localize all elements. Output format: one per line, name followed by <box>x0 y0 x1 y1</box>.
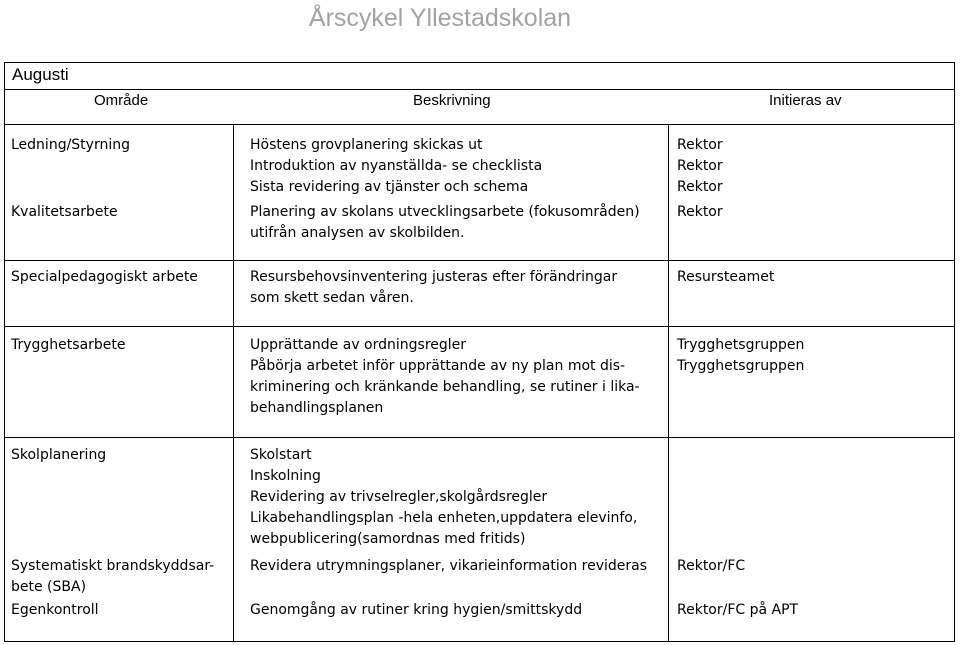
initiated-by-cell <box>677 267 774 288</box>
description-line: Påbörja arbetet inför upprättande av ny plan mot dis- <box>250 358 626 374</box>
description-line: Höstens grovplanering skickas ut <box>250 137 483 153</box>
row-divider <box>4 260 955 261</box>
description-cell <box>250 135 542 198</box>
description-line: Likabehandlingsplan -hela enheten,uppdatera elevinfo, <box>250 510 638 526</box>
area-cell: Specialpedagogiskt arbete <box>11 269 198 285</box>
header-initiated-by: Initieras av <box>769 92 842 109</box>
initiated-by-cell: Rektor/FC <box>677 558 746 574</box>
description-cell <box>250 202 640 244</box>
description-line: Sista revidering av tjänster och schema <box>250 179 529 195</box>
area-cell: Skolplanering <box>11 447 107 463</box>
area-cell: Ledning/Styrning <box>11 137 130 153</box>
area-cell: Kvalitetsarbete <box>11 204 118 220</box>
row-divider <box>4 437 955 438</box>
description-line: kriminering och kränkande behandling, se rutiner i lika- <box>250 379 640 395</box>
description-cell: Revidera utrymningsplaner, vikarieinformation revideras <box>250 558 648 574</box>
initiated-by-line: Rektor <box>677 158 723 174</box>
area-cell: Trygghetsarbete <box>11 337 126 353</box>
description-line: som skett sedan våren. <box>250 290 414 306</box>
month-label: Augusti <box>12 65 69 84</box>
column-divider <box>668 124 669 642</box>
area-cell <box>11 556 214 598</box>
description-line: Planering av skolans utvecklingsarbete (fokusområden) <box>250 204 640 220</box>
description-cell <box>250 445 637 550</box>
description-line: webpublicering(samordnas med fritids) <box>250 531 526 547</box>
description-line: utifrån analysen av skolbilden. <box>250 225 465 241</box>
description-cell <box>250 267 617 309</box>
initiated-by-line: Trygghetsgruppen <box>677 337 805 353</box>
description-line: Skolstart <box>250 447 312 463</box>
description-cell <box>250 335 640 419</box>
description-line: Upprättande av ordningsregler <box>250 337 467 353</box>
area-cell: Egenkontroll <box>11 602 99 618</box>
initiated-by-line: Resursteamet <box>677 269 775 285</box>
row-divider <box>4 326 955 327</box>
description-line: Inskolning <box>250 468 321 484</box>
initiated-by-cell <box>677 335 804 377</box>
description-line: Revidering av trivselregler,skolgårdsregler <box>250 489 548 505</box>
row-divider <box>4 124 955 125</box>
initiated-by-line: Trygghetsgruppen <box>677 358 805 374</box>
description-cell: Genomgång av rutiner kring hygien/smittskydd <box>250 602 583 618</box>
page-title: Årscykel Yllestadskolan <box>308 4 572 32</box>
initiated-by-line: Rektor <box>677 204 723 220</box>
header-description: Beskrivning <box>413 92 491 109</box>
initiated-by-cell <box>677 202 723 223</box>
area-line: Systematiskt brandskyddsar- <box>11 558 215 574</box>
description-line: Introduktion av nyanställda- se checklista <box>250 158 543 174</box>
description-line: behandlingsplanen <box>250 400 384 416</box>
area-line: bete (SBA) <box>11 579 87 595</box>
description-line: Resursbehovsinventering justeras efter förändringar <box>250 269 618 285</box>
initiated-by-line: Rektor <box>677 179 723 195</box>
column-divider <box>233 124 234 642</box>
initiated-by-line: Rektor <box>677 137 723 153</box>
initiated-by-cell <box>677 135 723 198</box>
header-area: Område <box>94 92 149 109</box>
initiated-by-cell: Rektor/FC på APT <box>677 602 799 618</box>
